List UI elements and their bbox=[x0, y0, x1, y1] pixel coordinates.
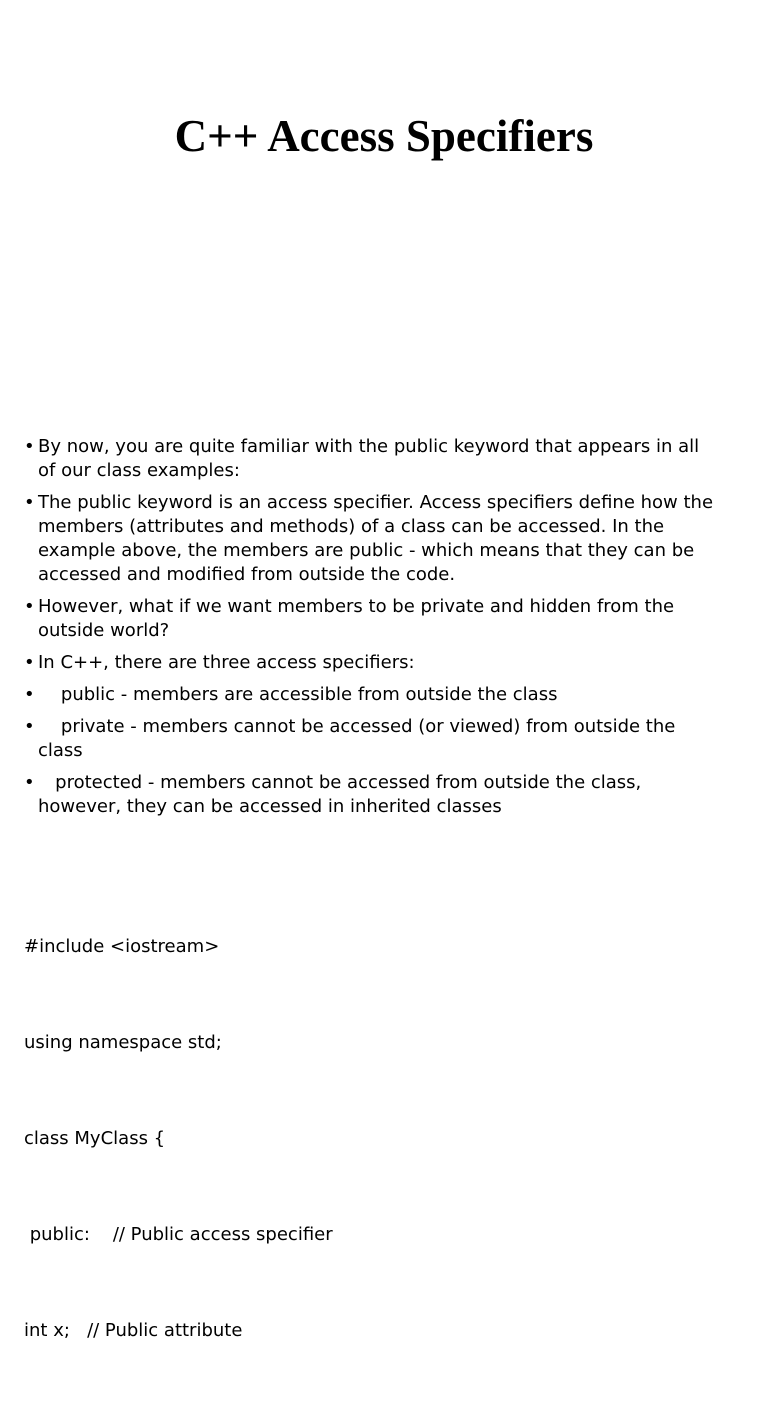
bullet-text: However, what if we want members to be private and hidden from the outside world? bbox=[38, 596, 675, 641]
code-line: using namespace std; bbox=[24, 1032, 222, 1053]
bullet-dot-icon: • bbox=[24, 596, 35, 617]
bullet-dot-icon: • bbox=[24, 772, 35, 793]
bullet-list bbox=[24, 435, 714, 827]
bullet-dot-icon: • bbox=[24, 716, 35, 737]
bullet-dot-icon: • bbox=[24, 652, 35, 673]
bullet-dot-icon: • bbox=[24, 436, 35, 457]
slide-title: C++ Access Specifiers bbox=[174, 111, 594, 161]
bullet-text: protected - members cannot be accessed from outside the class, however, they can be accessed in inherited classes bbox=[38, 772, 648, 817]
code-line: public: // Public access specifier bbox=[24, 1224, 333, 1245]
bullet-text: In C++, there are three access specifiers: bbox=[38, 652, 415, 673]
bullet-text: private - members cannot be accessed (or viewed) from outside the class bbox=[38, 716, 682, 761]
bullet-text: The public keyword is an access specifier. Access specifiers define how the members (attributes and methods) of a class can be accessed. In the example above, the members are public - which means that they can be accessed and modified from outside the code. bbox=[38, 492, 714, 585]
bullet-dot-icon: • bbox=[24, 492, 35, 513]
bullet-text: By now, you are quite familiar with the public keyword that appears in all of our class examples: bbox=[38, 436, 700, 481]
bullet-dot-icon: • bbox=[24, 684, 35, 705]
code-snippet bbox=[24, 867, 724, 1411]
bullet-item bbox=[24, 491, 714, 587]
bullet-item bbox=[24, 771, 714, 819]
code-line: #include <iostream> bbox=[24, 936, 220, 957]
bullet-item bbox=[24, 683, 714, 707]
bullet-item bbox=[24, 595, 714, 643]
bullet-item bbox=[24, 435, 714, 483]
bullet-text: public - members are accessible from outside the class bbox=[38, 684, 558, 705]
code-line: class MyClass { bbox=[24, 1128, 166, 1149]
bullet-item bbox=[24, 651, 714, 675]
code-line: int x; // Public attribute bbox=[24, 1320, 243, 1341]
bullet-item bbox=[24, 715, 714, 763]
